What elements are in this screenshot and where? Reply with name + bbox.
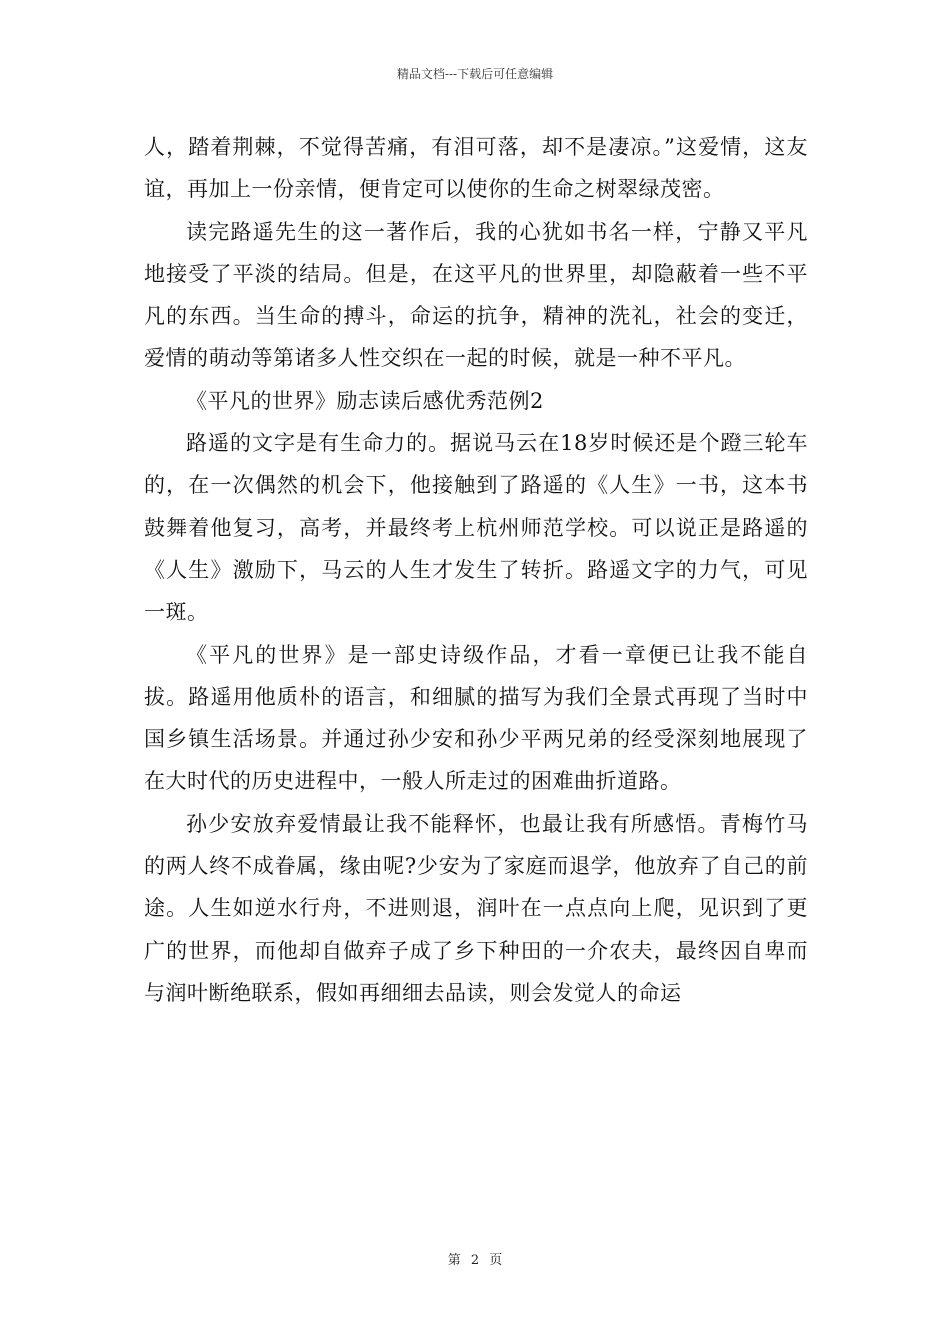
document-header: 精品文档---下载后可任意编辑 <box>396 67 554 81</box>
document-body <box>144 126 808 1014</box>
page-number: 2 <box>470 1253 480 1268</box>
paragraph: 《平凡的世界》是一部史诗级作品，才看一章便已让我不能自拔。路遥用他质朴的语言，和细腻的描写为我们全景式再现了当时中国乡镇生活场景。并通过孙少安和孙少平两兄弟的经受深刻地展现了在大时代的历史进程中，一般人所走过的困难曲折道路。 <box>144 642 808 794</box>
page-footer <box>0 1252 950 1270</box>
paragraph: 读完路遥先生的这一著作后，我的心犹如书名一样，宁静又平凡地接受了平淡的结局。但是，在这平凡的世界里，却隐蔽着一些不平凡的东西。当生命的搏斗，命运的抗争，精神的洗礼，社会的变迁，爱情的萌动等第诸多人性交织在一起的时候，就是一种不平凡。 <box>144 219 808 371</box>
paragraph: 路遥的文字是有生命力的。据说马云在18岁时候还是个蹬三轮车的，在一次偶然的机会下，他接触到了路遥的《人生》一书，这本书鼓舞着他复习，高考，并最终考上杭州师范学校。可以说正是路遥的《人生》激励下，马云的人生才发生了转折。路遥文字的力气，可见一斑。 <box>144 431 808 625</box>
paragraph-continued: 人，踏着荆棘，不觉得苦痛，有泪可落，却不是凄凉。”这爱情，这友谊，再加上一份亲情，便肯定可以使你的生命之树翠绿茂密。 <box>144 135 808 202</box>
page-label-prefix: 第 <box>447 1253 461 1268</box>
paragraph: 孙少安放弃爱情最让我不能释怀，也最让我有所感悟。青梅竹马的两人终不成眷属，缘由呢?少安为了家庭而退学，他放弃了自己的前途。人生如逆水行舟，不进则退，润叶在一点点向上爬，见识到了更广的世界，而他却自做弃子成了乡下种田的一介农夫，最终因自卑而与润叶断绝联系，假如再细细去品读，则会发觉人的命运 <box>144 811 808 1005</box>
page-label-suffix: 页 <box>489 1253 503 1268</box>
section-heading: 《平凡的世界》励志读后感优秀范例2 <box>186 388 544 413</box>
